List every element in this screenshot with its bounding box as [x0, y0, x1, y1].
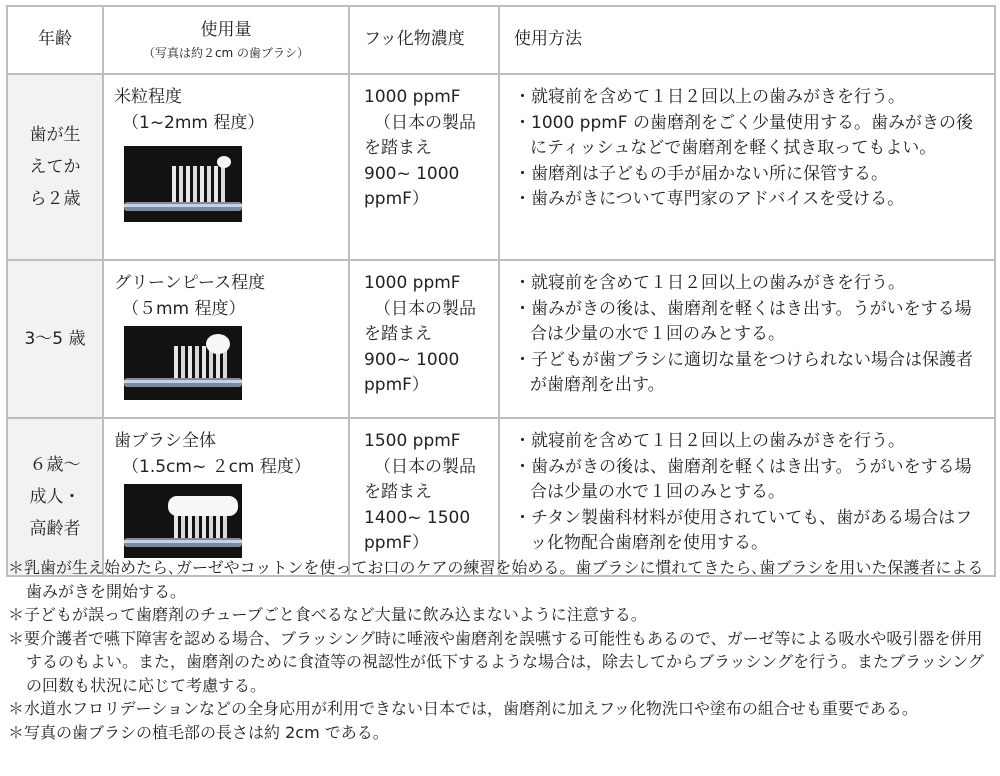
age-cell — [7, 74, 103, 260]
fluoride-line: を踏まえ — [364, 482, 432, 502]
amount-sub: （1.5cm~ ２cm 程度） — [122, 456, 311, 477]
method-cell — [499, 74, 995, 260]
toothbrush-full-head-photo-icon — [124, 484, 242, 558]
header-age: 年齢 — [7, 6, 103, 74]
fluoride-line: 1500 ppmF — [364, 431, 461, 451]
table-row — [7, 74, 995, 260]
header-method: 使用方法 — [499, 6, 995, 74]
fluoride-line: 1400~ 1500 — [364, 507, 471, 528]
fluoride-cell — [349, 418, 499, 576]
method-list — [514, 429, 986, 557]
list-item: ・ 歯磨剤は子どもの手が届かない所に保管する。 — [514, 162, 986, 188]
list-item: ・ 子どもが歯ブラシに適切な量をつけられない場合は保護者が歯磨剤を出す。 — [514, 348, 986, 399]
footnote: ＊要介護者で嚥下障害を認める場合、ブラッシング時に唾液や歯磨剤を誤嚥する可能性もあるので、ガーゼ等による吸水や吸引器を併用するのもよい。また，歯磨剤のために食渣等の視認性が低下するような場合は，除去してからブラッシングを行う。またブラッシングの回数も状況に応じて考慮する。 — [8, 628, 984, 695]
list-item: ・ 歯みがきの後は、歯磨剤を軽くはき出す。うがいをする場合は少量の水で１回のみとする。 — [514, 455, 986, 506]
method-list — [514, 271, 986, 399]
amount-cell — [103, 74, 349, 260]
fluoride-line: 1000 ppmF — [364, 87, 461, 107]
list-item: ・ 就寝前を含めて１日２回以上の歯みがきを行う。 — [514, 271, 986, 297]
amount-label: 歯ブラシ全体 — [114, 431, 216, 451]
table-row — [7, 260, 995, 418]
toothbrush-rice-grain-photo-icon — [124, 146, 242, 222]
footnote: ＊写真の歯ブラシの植毛部の長さは約 2cm である。 — [8, 722, 389, 742]
amount-sub: （５mm 程度） — [122, 298, 246, 319]
amount-cell — [103, 260, 349, 418]
footnotes — [8, 556, 994, 744]
fluoride-line: （日本の製品 — [374, 298, 476, 319]
fluoride-cell — [349, 74, 499, 260]
age-line: ら２歳 — [29, 189, 81, 209]
amount-sub: （1~2mm 程度） — [122, 112, 265, 133]
table-row — [7, 418, 995, 576]
age-cell — [7, 260, 103, 418]
method-list — [514, 85, 986, 213]
toothbrush-green-pea-photo-icon — [124, 326, 242, 400]
fluoride-line: を踏まえ — [364, 324, 432, 344]
fluoride-line: 900~ 1000 — [364, 349, 460, 370]
fluoride-line: 900~ 1000 — [364, 163, 460, 184]
age-cell — [7, 418, 103, 576]
header-amount-label: 使用量 — [200, 20, 252, 41]
fluoride-line: （日本の製品 — [374, 456, 476, 477]
list-item: ・ 歯みがきの後は、歯磨剤を軽くはき出す。うがいをする場合は少量の水で１回のみとする。 — [514, 297, 986, 348]
list-item: ・ 就寝前を含めて１日２回以上の歯みがきを行う。 — [514, 429, 986, 455]
age-line: えてか — [29, 157, 81, 177]
footnote: ＊子どもが誤って歯磨剤のチューブごと食べるなど大量に飲み込まないように注意する。 — [8, 605, 647, 624]
fluoride-line: 1000 ppmF — [364, 273, 461, 293]
header-fluoride: フッ化物濃度 — [349, 6, 499, 74]
header-amount — [103, 6, 349, 74]
fluoride-line: を踏まえ — [364, 138, 432, 158]
list-item: ・ 歯みがきについて専門家のアドバイスを受ける。 — [514, 187, 986, 213]
table-header-row — [7, 6, 995, 74]
fluoride-cell — [349, 260, 499, 418]
age-line: 3〜5 歳 — [24, 329, 86, 349]
fluoride-line: （日本の製品 — [374, 112, 476, 133]
method-cell — [499, 260, 995, 418]
age-line: 成人・ — [29, 487, 81, 507]
method-cell — [499, 418, 995, 576]
usage-table — [6, 5, 996, 577]
amount-label: 米粒程度 — [114, 87, 182, 107]
fluoride-line: ppmF） — [364, 533, 429, 553]
fluoride-line: ppmF） — [364, 375, 429, 395]
list-item: ・ 就寝前を含めて１日２回以上の歯みがきを行う。 — [514, 85, 986, 111]
footnote: ＊水道水フロリデーションなどの全身応用が利用できない日本では，歯磨剤に加えフッ化物洗口や塗布の組合せも重要である。 — [8, 699, 918, 718]
age-line: 高齢者 — [29, 519, 81, 539]
age-line: ６歳〜 — [29, 455, 81, 475]
footnote: ＊乳歯が生え始めたら､ガーゼやコットンを使ってお口のケアの練習を始める。歯ブラシに慣れてきたら､歯ブラシを用いた保護者による歯みがきを開始する。 — [8, 558, 984, 601]
list-item: ・ チタン製歯科材料が使用されていても、歯がある場合はフッ化物配合歯磨剤を使用する。 — [514, 506, 986, 557]
header-amount-note: （写真は約２cm の歯ブラシ） — [142, 45, 310, 60]
age-line: 歯が生 — [29, 125, 81, 145]
amount-label: グリーンピース程度 — [114, 273, 266, 293]
fluoride-line: ppmF） — [364, 189, 429, 209]
list-item: ・ 1000 ppmF の歯磨剤をごく少量使用する。歯みがきの後にティッシュなどで歯磨剤を軽く拭き取ってもよい。 — [514, 111, 986, 162]
amount-cell — [103, 418, 349, 576]
